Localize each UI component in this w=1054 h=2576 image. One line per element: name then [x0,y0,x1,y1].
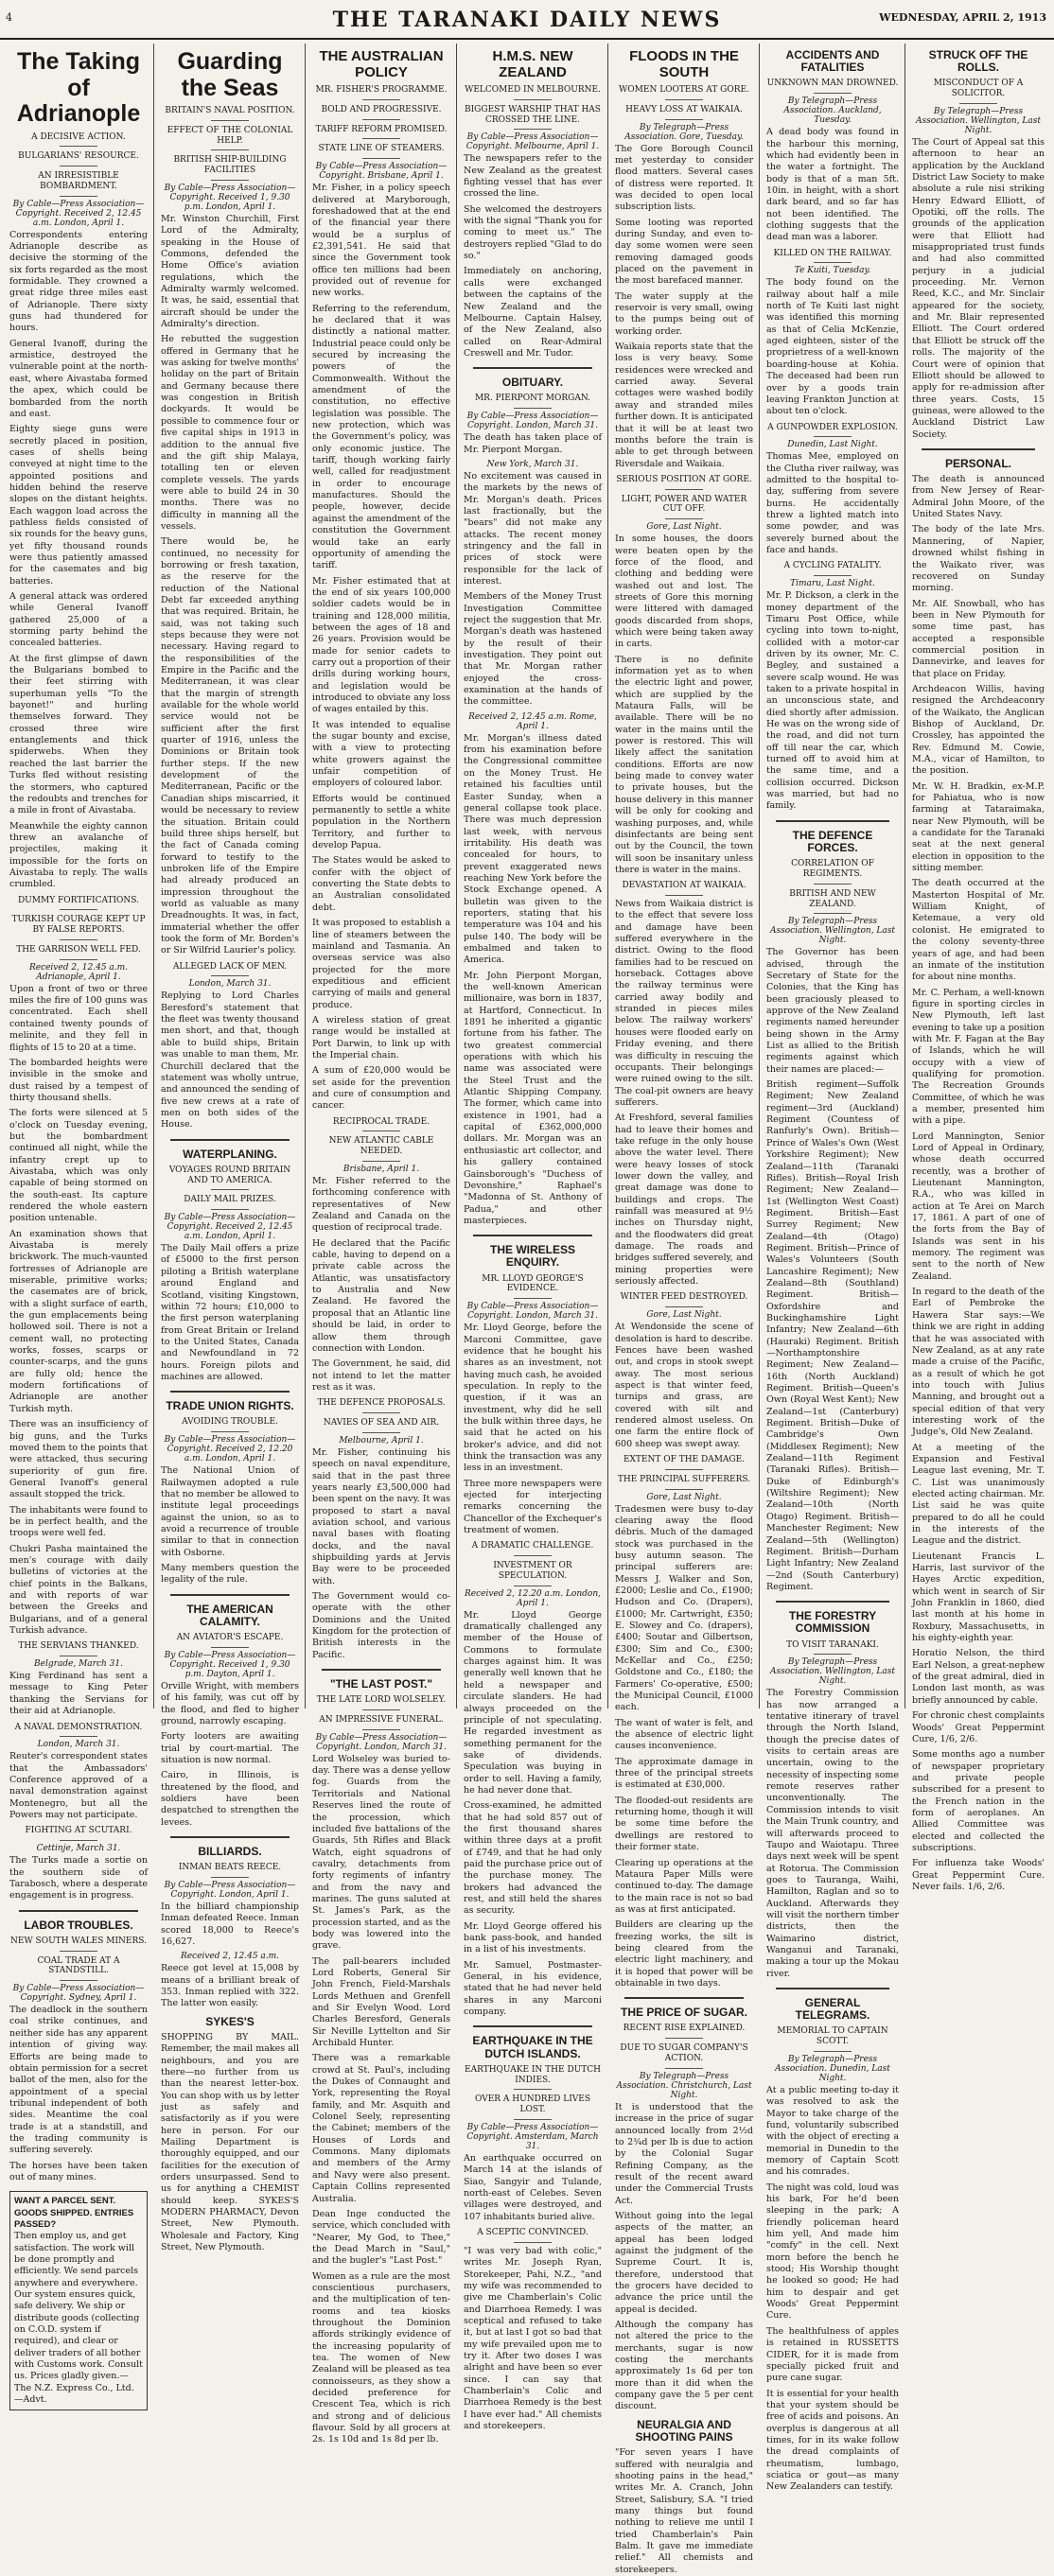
article-divider [170,1139,290,1141]
article-paragraph: The Turks made a sortie on the southern side of Tarabosch, where a desperate engagement is in progress. [9,1855,148,1901]
column-4 [458,44,607,2432]
issue-date: WEDNESDAY, APRIL 2, 1913 [879,11,1046,24]
article-paragraph: Efforts would be continued permanently to settle a white population in the Northern Territory, and further to develop Papua. [312,793,450,851]
article-paragraph: Cairo, in Illinois, is threatened by the flood, and soldiers have been despatched to strengthen the levees. [161,1770,299,1828]
headline: BILLIARDS. [198,1844,262,1858]
headline: GENERAL TELEGRAMS. [795,1995,870,2023]
dateline: Brisbane, April 1. [343,1165,420,1175]
subheading: AN IRRESISTIBLE BOMBARDMENT. [9,171,148,197]
article-paragraph: Reece got level at 15,008 by means of a brilliant break of 353. Inman replied with 322. The latter won easily. [161,1963,299,2009]
column-rule [759,44,760,1709]
article-paragraph: Thomas Mee, employed on the Clutha river railway, was admitted to the hospital to-day, suffering from severe burns. He accidentally threw a lighted match into some powder, and was severely burned about the face and hands. [766,451,899,556]
dateline: By Cable—Press Association—Copyright. Brisbane, April 1. [315,162,448,182]
article-divider [170,1836,290,1838]
subheading: DEVASTATION AT WAIKAIA. [615,881,753,896]
dateline: By Cable—Press Association—Copyright. London, March 31. [315,1732,448,1752]
dateline: By Telegraph—Press Association. Wellington, Last Night. [769,917,896,946]
article-divider [922,448,1035,450]
column-3 [307,44,456,2445]
subheading: BRITISH SHIP-BUILDING FACILITIES [161,155,299,181]
article-paragraph: Upon a front of two or three miles the fire of 100 guns was concentrated. Each shell contained twenty pounds of melinite, and they fell in flights of 15 to 20 at a time. [9,983,148,1053]
article-paragraph: Forty looters are awaiting trial by court-martial. The situation is now normal. [161,1731,299,1765]
article-paragraph: The Forestry Commission has now arranged a tentative itinerary of travel through the North Island, though the precise dates of visits to certain areas are uncertain, owing to the necessity of inspecting some remote reserves rather unconventionally. The Commission intends to visit the Main Trunk country, and will afterwards proceed to Taupo and Waiotapu. Three days next week will be spent at Rotorua. The Commission goes to Tauranga, Waihi, Hamilton, Raglan and so to Auckland. Afterwards they will visit the northern timber districts, then the Waimarino district, Wanganui and Taranaki, making a tour up the Mokau river. [766,1688,899,1979]
subheading: TO VISIT TARANAKI. [766,1640,899,1656]
article-divider [776,820,889,822]
article-paragraph: Lord Mannington, Senior Lord of Appeal in Ordinary, whose death occurred recently, was a brother of Lieutenant Mannington, R.A., who was killed in action at Te Arei on March 17, 1861. A part of one of the forts from the Bay of Islands was sent in his memory. The regiment was sent to the north of New Zealand. [912,1130,1045,1282]
subheading: BIGGEST WARSHIP THAT HAS CROSSED THE LINE. [464,105,602,131]
article-paragraph: Eighty siege guns were secretly placed in position, cases of shells being conveyed at night time to the appointed positions and hidden behind the reserve slopes on the distant heights. Each waggon load across the pathless fields consisted of six rounds for the heavy guns, yet fifty thousand rounds were thus patiently amassed for the casemates and big batteries. [9,424,148,587]
dateline: By Cable—Press Association—Copyright. Received 1, 9.30 p.m. London, April 1. [164,183,296,212]
subheading: TURKISH COURAGE KEPT UP BY FALSE REPORTS. [9,915,148,940]
article-paragraph: The night was cold, loud was his bark, For he'd been sleeping in the park; A friendly policeman heard him yell, And made him "comfy" in the cell. Next morn before the bench he stood; His Worship thought he looked so good; He had him to despair and get Woods' Great Peppermint Cure. [766,2182,899,2322]
subheading: FIGHTING AT SCUTARI. [9,1826,148,1841]
article-paragraph: In some houses, the doors were beaten open by the force of the flood, and clothing and bedding were washed out and lost. The streets of Gore this morning were littered with damaged goods discarded from shops, which were being taken away in carts. [615,534,753,650]
article-paragraph: Cross-examined, he admitted that he had sold 857 out of the first thousand shares within three days at a profit of £749, and that he had only paid the purchase price out of the purchase money. The brokers had advanced the rest, and still held the shares as security. [464,1800,602,1917]
article-divider [170,1594,290,1596]
article-paragraph: The horses have been taken out of many mines. [9,2160,148,2182]
dateline: By Telegraph—Press Association. Gore, Tuesday. [624,122,744,142]
article-paragraph: At Wendonside the scene of desolation is hard to describe. Fences have been washed out, and crops in stook swept away. The most serious aspect is that winter feed, turnips and grass, are covered with silt and rendered almost useless. On one farm the entire flock of 600 sheep was swept away. [615,1322,753,1449]
dateline: Gore, Last Night. [646,1492,722,1502]
dateline: Cettinje, March 31. [36,1844,121,1854]
article-paragraph: The body of the late Mrs. Mannering, of Napier, drowned whilst fishing in the Waikato river, was recovered on Sunday morning. [912,524,1045,594]
article-paragraph: At the first glimpse of dawn the Bulgarians bombed to their feet stirring with superhuman yells "To the bayonet!" and hurling themselves forward. They crossed three wire entanglements and thick spiderwebs. When they reached the last barrier the Turks fled without resisting the stormers, who captured the redoubts and trenches for a mile in front of Aivastaba. [9,653,148,816]
subheading: ALLEGED LACK OF MEN. [161,962,299,977]
headline: OBITUARY. [501,376,564,390]
subheading: TARIFF REFORM PROMISED. [312,125,450,140]
subheading: MEMORIAL TO CAPTAIN SCOTT. [766,2026,899,2052]
dateline: Gore, Last Night. [646,522,722,533]
article-paragraph: She welcomed the destroyers with the signal "Thank you for coming to meet us." The destroyers replied "Glad to do so." [464,203,602,262]
dateline: By Cable—Press Association—Copyright. Melbourne, April 1. [466,132,600,152]
subheading: WOMEN LOOTERS AT GORE. [615,85,753,100]
article-paragraph: Mr. Lloyd George, before the Marconi Committee, gave evidence that he bought his shares as an investment, not having much cash, he avoided speculation. In reply to the question, if it was an investment, why did he sell the bulk within three days, he said that he acted on his broker's advice, and did not think the transaction was any less in an investment. [464,1323,602,1474]
headline: THE AMERICAN CALAMITY. [186,1602,273,1628]
subheading: CORRELATION OF REGIMENTS. [766,859,899,885]
headline: The Taking of Adrianople [16,48,141,127]
subheading: RECENT RISE EXPLAINED. [615,2024,753,2039]
subheading: THE DEFENCE PROPOSALS. [312,1398,450,1413]
dateline: By Telegraph—Press Association. Wellington, Last Night. [769,1657,896,1687]
subheading: MR. LLOYD GEORGE'S EVIDENCE. [464,1274,602,1300]
article-paragraph: The inhabitants were found to be in perfect health, and the troops were well fed. [9,1504,148,1539]
dateline: By Cable—Press Association—Copyright. Received 1, 9.30 p.m. Dayton, April 1. [164,1650,296,1679]
advertisement-text: Then employ us, and get satisfaction. The work will be done promptly and efficiently. We send parcels anywhere and everywhere. Our system ensures quick, safe delivery. We ship or distribute goods (collecting on C.O.D. system if required), and clear or deliver traders of all bother with Customs work. Consult us. Prices gladly given.—The N.Z. Express Co., Ltd.—Advt. [14,2231,143,2406]
article-paragraph: Although the company has not altered the price to the merchants, sugar is now costing the merchants approximately 1s 6d per ton more than it did when the company gave the 5 per cent discount. [615,2320,753,2412]
subheading: A DECISIVE ACTION. [9,132,148,148]
article-paragraph: The Government would co-operate with the other Dominions and the United Kingdom for the protection of British interests in the Pacific. [312,1590,450,1660]
subheading: BRITISH AND NEW ZEALAND. [766,889,899,915]
subheading: DUE TO SUGAR COMPANY'S ACTION. [615,2043,753,2069]
article-divider [473,367,592,369]
dateline: Received 2, 12.20 a.m. London, April 1. [465,1588,601,1608]
article-paragraph: The healthfulness of apples is retained in RUSSETTS CIDER, for it is made from specially picked fruit and pure cane sugar. [766,2325,899,2384]
dateline: By Cable—Press Association—Copyright. London, April 1. [164,1880,296,1900]
column-2 [155,44,305,2253]
article-paragraph: The newspapers refer to the New Zealand as the greatest fighting vessel that has ever crossed the line. [464,153,602,200]
headline: FLOODS IN THE SOUTH [629,48,739,80]
article-paragraph: Three more newspapers were ejected for interjecting remarks concerning the Chancellor of the Exchequer's treatment of women. [464,1478,602,1536]
subheading: VOYAGES ROUND BRITAIN AND TO AMERICA. [161,1165,299,1191]
article-paragraph: It is understood that the increase in the price of sugar announced locally from 2½d to 2¾d per lb is due to action by the Colonial Sugar Refining Company, as the result of the recent award under the Commercial Trusts Act. [615,2101,753,2206]
subheading: STATE LINE OF STEAMERS. [312,144,450,159]
article-paragraph: Many members question the legality of the rule. [161,1563,299,1586]
dateline: By Cable—Press Association—Copyright. London, March 31. [466,412,599,431]
masthead [0,0,1054,40]
headline: ACCIDENTS AND FATALITIES [785,48,880,75]
article-paragraph: It is essential for your health that your system should be free of acids and poisons. An overplus is dangerous at all times, for in its wake follow the dread complaints of rheumatism, lumbago, sciatica or gout—as many New Zealanders can testify. [766,2388,899,2493]
article-paragraph: At a meeting of the Expansion and Festival League last evening, Mr. T. C. List was unanimously elected acting chairman. Mr. List said he was quite prepared to do all he could in the interests of the League and the district. [912,1442,1045,1547]
subheading: AN AVIATOR'S ESCAPE. [161,1633,299,1648]
subheading: THE LATE LORD WOLSELEY. [312,1695,450,1710]
article-divider [473,1235,592,1236]
article-paragraph: Mr. Lloyd George offered his bank pass-book, and handed in a list of his investments. [464,1920,602,1955]
article-divider [473,2025,592,2027]
article-paragraph: Mr. Fisher estimated that at the end of six years 100,000 soldier cadets would be in training and 128,000 militia, between the ages of 18 and 26 years. Provision would be made for senior cadets to carry out a proportion of their drills during working hours, and legislation would be introduced to obviate any loss of wages entailed by this. [312,575,450,715]
article-paragraph: The water supply at the reservoir is very small, owing to the pumps being out of working order. [615,290,753,337]
article-paragraph: He rebutted the suggestion offered in Germany that he was asking for twelve months' holiday on the part of Britain and Germany because there was congestion in British dockyards. It would be possible to commence four or five capital ships in 1913 in addition to the annual five and the gift ship Malaya, totalling ten or eleven complete vessels. The yards were able to build 24 in 30 months. There was no difficulty in manning all the vessels. [161,334,299,532]
article-paragraph: Waikaia reports state that the loss is very heavy. Some residences were wrecked and carried away. Several cottages were washed bodily away and stranded miles further down. It is anticipated that it will be at least two months before the train is able to get through between Riversdale and Waikaia. [615,342,753,469]
article-paragraph: Without going into the legal aspects of the matter, an appeal has been lodged against the judgment of the Supreme Court. It is, therefore, understood that the grocers have decided to advance the price until the appeal is decided. [615,2210,753,2315]
article-paragraph: A wireless station of great range would be installed at Port Darwin, to link up with the Imperial chain. [312,1014,450,1060]
article-paragraph: The flooded-out residents are returning home, though it will be some time before the dwellings are restored to their former state. [615,1795,753,1853]
subheading: EARTHQUAKE IN THE DUTCH INDIES. [464,2065,602,2091]
dateline: By Telegraph—Press Association. Auckland, Tuesday. [783,96,882,126]
article-paragraph: The Daily Mail offers a prize of £5000 to the first person piloting a British waterplane around England and Scotland, visiting Kingstown, within 72 hours; £10,000 to the first person waterplaning from Great Britain or Ireland to the United States, Canada and Newfoundland in 72 hours. Foreign pilots and machines are allowed. [161,1243,299,1382]
subheading: INVESTMENT OR SPECULATION. [464,1561,602,1586]
article-paragraph: Dean Inge conducted the service, which concluded with "Nearer, My God, to Thee," the Dead March in "Saul," and the bugler's "Last Post." [312,2208,450,2267]
column-1 [4,44,153,2406]
subheading: SERIOUS POSITION AT GORE. [615,475,753,490]
subheading: WINTER FEED DESTROYED. [615,1292,753,1307]
article-paragraph: The bombarded heights were invisible in the smoke and dust raised by a tempest of thirty thousand shells. [9,1057,148,1103]
article-paragraph: At Freshford, several families had to leave their homes and take refuge in the only house above the water level. There were heavy losses of stock lower down the valley, and great damage was done to buildings and crops. The rainfall was measured at 9½ inches on Thursday night, and the floodwaters did great damage. The roads and bridges suffered severely, and mining properties were seriously affected. [615,1113,753,1288]
headline: "THE LAST POST." [329,1677,433,1691]
headline: WATERPLANING. [183,1147,277,1161]
article-paragraph: Mr. Winston Churchill, First Lord of the Admiralty, speaking in the House of Commons, defended the Home Office's aviation regulations, which the Admiralty warmly welcomed. It was, he said, essential that aircraft should be under the Admiralty's direction. [161,213,299,330]
article-paragraph: Lieutenant Francis L. Harris, last survivor of the Hayes Arctic expedition, which went in search of Sir John Franklin in 1860, died last month at his home in Roxbury, Massachusetts, in his eighty-eighth year. [912,1551,1045,1644]
article-divider [776,1601,889,1603]
article-paragraph: King Ferdinand has sent a message to King Peter thanking the Servians for their aid at Adrianople. [9,1671,148,1717]
article-paragraph: Some months ago a number of newspaper proprietary and private people subscribed for a present to the French nation in the form of aeroplanes. An Allied Committee was elected and collected the subscriptions. [912,1749,1045,1853]
article-divider [170,1391,290,1393]
article-paragraph: There would be, he continued, no necessity for borrowing or fresh taxation, as the reserve for the reduction of the National Debt far exceeded anything that was required. Britain, he said, was not taking such steps because they were not necessary. Having regard to the responsibilities of the Empire in the Pacific and the Mediterranean, it was clear that the margin of strength available for the whole world service would not be sufficient after the first quarter of 1916, unless the Dominions or Britain took further steps. If the new development of the Mediterranean, Pacific or the Canadian ships miscarried, it would be necessary to review the situation. Britain could build three ships herself, but the fact of Canada coming forward to testify to the unbroken life of the Empire had already produced an impression throughout the world as valuable as many Dreadnoughts. It was, in fact, immaterial whether the offer took the form of Mr. Borden's or Sir Wilfrid Laurier's policy. [161,536,299,956]
dateline: By Cable—Press Association—Copyright. Received 2, 12.45 a.m. London, April 1. [164,1213,296,1242]
article-paragraph: The body found on the railway about half a mile north of Te Kuiti last night was identified this morning as that of Celia McKenzie, aged eighteen, sister of the proprietress of a well-known boarding-house at Kohia. The deceased had been run over by a goods train leaving Frankton Junction at about ten o'clock. [766,277,899,417]
article-divider [624,1997,744,1999]
column-6 [761,44,905,2493]
dateline: Received 2, 12.45 a.m. Rome, April 1. [468,711,597,731]
article-paragraph: The States would be asked to confer with the object of converting the State debts to an Australian consolidated debt. [312,855,450,913]
newspaper-title: THE TARANAKI DAILY NEWS [332,8,722,32]
subheading: RECIPROCAL TRADE. [312,1117,450,1132]
dateline: Belgrade, March 31. [34,1659,123,1670]
article-paragraph: The Gore Borough Council met yesterday to consider flood matters. Several cases of distress were reported. It was decided to open local subscription lists. [615,143,753,213]
subheading: LIGHT, POWER AND WATER CUT OFF. [615,495,753,520]
article-paragraph: Builders are clearing up the freezing works, the silt is being cleared from the electric light machinery, and it is hoped that power will be obtainable in two days. [615,1919,753,1989]
article-paragraph: Mr. Alf. Snowball, who has been in New Plymouth for some time past, has accepted a responsible commercial position in Dannevirke, and leaves for that place on Friday. [912,598,1045,679]
article-paragraph: SHOPPING BY MAIL. Remember, the mail makes all neighbours, and you are there—no further from us than the nearest letter-box. You can shop with us by letter just as safely and satisfactorily as if you were here in person. For our Mailing Department is thoroughly equipped, and our facilities for the execution of orders unsurpassed. Send to us for anything a CHEMIST should keep. SYKES'S MODERN PHARMACY, Devon Street, New Plymouth. Wholesale and Factory, King Street, New Plymouth. [161,2031,299,2253]
article-paragraph: There is no definite information yet as to when the electric light and power, which are supplied by the Mataura Falls, will be available. There will be no water in the mains until the power is restored. This will likely affect the sanitation conditions. Efforts are now being made to convey water to private houses, but the house delivery in this manner will be only for cooking and washing purposes, and, while disinfectants are being sent out by the Council, the town will soon be insanitary unless there is water in the mains. [615,654,753,875]
article-paragraph: British regiment—Suffolk Regiment; New Zealand regiment—3rd (Auckland) Regiment (Countess of Ranfurly's Own). British—Prince of Wales's Own (West Yorkshire Regiment); New Zealand—11th (Taranaki Rifles). British—Royal Irish Regiment; New Zealand—1st (Wellington West Coast) Regiment. British—East Surrey Regiment; New Zealand—4th (Otago) Regiment. British—Prince of Wales's Volunteers (South Lancashire Regiment); New Zealand—8th (Southland) Regiment. British—Oxfordshire and Buckinghamshire Light Infantry; New Zealand—6th (Hauraki) Regiment. British—Northamptonshire Regiment; New Zealand—16th (North Auckland) Regiment. British—Queen's Own (Royal West Kent); New Zealand—1st (Canterbury) Regiment. British—Duke of Cambridge's Own (Middlesex Regiment); New Zealand—11th Regiment (Taranaki Rifles). British—Duke of Edinburgh's (Wiltshire Regiment); New Zealand—10th (North Otago) Regiment. British—Manchester Regiment; New Zealand—5th (Wellington) Regiment. British—Durham Light Infantry; New Zealand—2nd (South Canterbury) Regiment. [766,1079,899,1592]
column-rule [153,44,154,1709]
subheading: COAL TRADE AT A STANDSTILL. [9,1956,148,1982]
subheading: DAILY MAIL PRIZES. [161,1195,299,1210]
article-paragraph: For influenza take Woods' Great Peppermint Cure. Never fails. 1/6, 2/6. [912,1858,1045,1892]
article-paragraph: There was a remarkable crowd at St. Paul's, including the Dukes of Connaught and York, representing the Royal family, and Mr. Asquith and Colonel Seely, representing the Cabinet; members of the Houses of Lords and Commons. Many diplomats and members of the Army and Navy were also present. Captain Collins represented Australia. [312,2053,450,2204]
article-paragraph: Mr. P. Dickson, a clerk in the money department of the Timaru Post Office, while cycling into town to-night, collided with a motor-car driven by its owner, Mr. C. Begley, and sustained a severe scalp wound. He was taken to a private hospital in an unconscious state, and died shortly after admission. He was on the wrong side of the road, and did not turn off till near the car, which turned off to avoid him at the same time, and a collision occurred. Dickson was married, but had no family. [766,590,899,812]
headline: THE AUSTRALIAN POLICY [319,48,444,80]
subheading: DUMMY FORTIFICATIONS. [9,896,148,911]
dateline: By Telegraph—Press Association. Dunedin, Last Night. [775,2054,890,2083]
subheading: HEAVY LOSS AT WAIKAIA. [615,105,753,120]
subheading: OVER A HUNDRED LIVES LOST. [464,2094,602,2120]
subheading: MISCONDUCT OF A SOLICITOR. [912,79,1045,104]
dateline: By Cable—Press Association—Copyright. London, March 31. [466,1302,599,1322]
article-paragraph: It was intended to equalise the sugar bounty and excise, with a view to protecting white growers against the unfair competition of employers of coloured labor. [312,719,450,789]
article-paragraph: Mr. C. Perham, a well-known figure in sporting circles in New Plymouth, left last evening to take up a position with Mr. F. Fagan at the Bay of Islands, which he will occupy with a view of qualifying for promotion. The Recreation Grounds Committee, of which he was a member, presented him with a pipe. [912,987,1045,1127]
dateline: By Cable—Press Association—Copyright. Amsterdam, March 31. [466,2123,599,2152]
column-rule [305,44,306,1709]
article-paragraph: Clearing up operations at the Mataura Paper Mills were continued to-day. The damage to the main race is not so bad as was at first anticipated. [615,1857,753,1915]
subheading: EXTENT OF THE DAMAGE. [615,1455,753,1470]
advertisement [9,2191,148,2410]
column-5 [609,44,759,2575]
article-paragraph: He declared that the Pacific cable, having to depend on a private cable across the Atlantic, was unsatisfactory to Australia and New Zealand. He favored the proposal that an Atlantic line should be laid, in order to allow them through connection with London. [312,1237,450,1354]
subheading: AN IMPRESSIVE FUNERAL. [312,1715,450,1730]
article-paragraph: Mr. John Pierpont Morgan, the well-known American millionaire, was born in 1837, at Hartford, Connecticut. In 1891 he inherited a gigantic fortune from his father. The two greatest commercial operations with which his name was associated were the Steel Trust and the Atlantic Shipping Company. The former, which came into existence in 1901, had a capital of £362,000,000 dollars. Mr. Morgan was an enthusiastic art collector, and his gallery contained Gainsborough's "Duchess of Devonshire," Raphael's "Madonna of St. Anthony of Padua," and other masterpieces. [464,970,602,1226]
dateline: London, March 31. [188,979,272,990]
article-paragraph: News from Waikaia district is to the effect that severe loss and damage have been suffered everywhere in the district. Owing to the flood families had to be rescued on horseback. Cottages above the railway terminus were carried away bodily and stranded in pieces miles below. The railway workers' houses were flooded early on Friday evening, and there was difficulty in rescuing the occupants. Their belongings were ruined owing to the silt. The coal-pit owners are heavy sufferers. [615,899,753,1108]
headline: THE DEFENCE FORCES. [792,828,873,854]
headline: THE PRICE OF SUGAR. [620,2006,747,2020]
article-paragraph: Chukri Pasha maintained the men's courage with daily bulletins of victories at the chief points in the Balkans, and with reports of war between the Greeks and Bulgarians, and of a general Turkish advance. [9,1543,148,1636]
article-paragraph: The deadlock in the southern coal strike continues, and neither side has any apparent intention of giving way. Efforts are being made to obtain permission for a secret ballot of the men, also for the appointment of a special tribunal independent of both sides. Meantime the coal trade is at a standstill, and the trading community is suffering severely. [9,2005,148,2156]
article-paragraph: The death occurred at the Masterton Hospital of Mr. William Knight, of Ketemaue, a very old colonist. He emigrated to the colony seventy-three years of age, and had been an inmate of the institution for about nine months. [912,878,1045,983]
dateline: Melbourne, April 1. [339,1435,424,1446]
headline: SYKES'S [205,2014,255,2028]
subheading: A DRAMATIC CHALLENGE. [464,1541,602,1556]
article-paragraph: An examination shows that Aivastaba is merely brickwork. The much-vaunted fortresses of Adrianople are miserable, primitive works; the casemates are of brick, with a slight surface of earth, the gun emplacements being hollowed soil. There is not a cement wall, no protecting works, fosses, scarps or counter-scarps, and the guns are fully old; hence the modern fortifications of Adrianople are another Turkish myth. [9,1228,148,1414]
article-paragraph: A sum of £20,000 would be set aside for the prevention and cure of consumption and cancer. [312,1065,450,1112]
dateline: By Telegraph—Press Association. Wellington, Last Night. [915,106,1042,135]
column-7 [906,44,1050,1892]
dateline: New York, March 31. [486,459,579,469]
dateline: Received 2, 12.45 a.m. Adrianople, April 1. [28,962,129,982]
dateline: By Cable—Press Association—Copyright. Received 2, 12.45 a.m. London, April 1. [12,199,145,228]
article-paragraph: Mr. Fisher referred to the forthcoming conference with representatives of New Zealand and Canada on the question of reciprocal trade. [312,1176,450,1234]
advertisement-title: WANT A PARCEL SENT. GOODS SHIPPED. ENTRIES PASSED? [14,2196,134,2230]
article-paragraph: Tradesmen were busy to-day clearing away the flood débris. Much of the damaged stock was purchased in the busy autumn season. The principal sufferers are: Messrs J. Walker and Son, £2000; Leslie and Co., £1900; Hudson and Co. (Drapers), £1000; Mr. Cartwright, £350; E. Slowey and Co. (drapers), £400; Soutar and Gilbertson, £300; Sim and Co., £300; McKellar and Co., £250; Goldstone and Co., £180; the Farmers' Co-operative, £500; the Municipal Council, £1000 each. [615,1503,753,1713]
article-paragraph: The death is announced from New Jersey of Rear-Admiral John Moore, of the United States Navy. [912,474,1045,520]
article-paragraph: Replying to Lord Charles Beresford's statement that the fleet was twenty thousand men short, and that, though able to build ships, Britain was unable to man them, Mr. Churchill declared that the statement was wholly untrue, and announced the sending of five new crews at a rate of men on both sides of the House. [161,990,299,1130]
article-paragraph: Reuter's correspondent states that the Ambassadors' Conference approved of a naval demonstration against Montenegro, but all the Powers may not participate. [9,1751,148,1821]
column-rule [607,44,608,1709]
dateline: By Cable—Press Association—Copyright. Received 2, 12.20 a.m. London, April 1. [164,1435,296,1464]
dateline: London, March 31. [37,1740,120,1750]
article-paragraph: An earthquake occurred on March 14 at the islands of Siao, Sangyir and Tulande, north-east of Celebes. Seven villages were destroyed, and 107 inhabitants buried alive. [464,2153,602,2222]
dateline: Timaru, Last Night. [790,579,875,589]
article-paragraph: Lord Wolseley was buried to-day. There was a dense yellow fog. Guards from the Territorials and National Reserves lined the route of the procession, which included five battalions of the Guards, 5th Rifles and Black Watch, eight squadrons of cavalry, detachments from forty regiments of infantry and from the navy and marines. The guns saluted at St. James's Park, as the procession started, and as the body was lowered into the grave. [312,1753,450,1952]
headline: PERSONAL. [944,456,1011,470]
article-paragraph: Mr. Fisher, in a policy speech delivered at Maryborough, foreshadowed that at the end of the financial year there would be a surplus of £2,391,541. He said that since the Government took office ten millions had been provided out of revenue for new works. [312,183,450,299]
article-paragraph: In the billiard championship Inman defeated Reece. Inman scored 18,000 to Reece's 16,627. [161,1901,299,1947]
dateline: By Telegraph—Press Association. Christchurch, Last Night. [616,2071,752,2100]
headline: Guarding the Seas [177,48,283,101]
dateline: Gore, Last Night. [646,1310,722,1321]
article-paragraph: Members of the Money Trust Investigation Committee reject the suggestion that Mr. Morgan's death was hastened by the result of their investigation. They point out that Mr. Morgan rather enjoyed the cross-examination at the hands of the committee. [464,591,602,708]
article-paragraph: Immediately on anchoring, calls were exchanged between the captains of the New Zealand and the Melbourne. Captain Halsey, of the New Zealand, also called on Rear-Admiral Creswell and Mr. Tudor. [464,266,602,359]
subheading: THE GARRISON WELL FED. [9,945,148,960]
article-paragraph: In regard to the death of the Earl of Pembroke the Hawera Star says:—We think we are right in adding that he was associated with New Zealand, as at any rate made a cruise of the Pacific, as a result of which he got into touch with Julius Manning, and brought out a special edition of that very interesting work of the Judge's, Old New Zealand. [912,1287,1045,1438]
article-paragraph: The approximate damage in three of the principal streets is estimated at £30,000. [615,1756,753,1791]
subheading: KILLED ON THE RAILWAY. [766,249,899,264]
headline: THE FORESTRY COMMISSION [788,1609,877,1636]
article-paragraph: The want of water is felt, and the absence of electric light causes inconvenience. [615,1717,753,1752]
article-paragraph: Archdeacon Willis, having resigned the Archdeaconry of the Waikato, the Anglican Bishop of Auckland, Dr. Crossley, has appointed the Rev. Edmund M. Cowie, M.A., vicar of Hamilton, to the position. [912,683,1045,777]
subheading: NEW SOUTH WALES MINERS. [9,1936,148,1952]
headline: LABOR TROUBLES. [24,1918,133,1932]
article-paragraph: The death has taken place of Mr. Pierpont Morgan. [464,432,602,455]
headline: NEURALGIA AND SHOOTING PAINS [635,2417,733,2444]
article-paragraph: General Ivanoff, during the armistice, destroyed the vulnerable point at the north-east, where Aivastaba formed the apex, which could be bombarded from the north and east. [9,338,148,419]
subheading: BOLD AND PROGRESSIVE. [312,105,450,120]
subheading: BULGARIANS' RESOURCE. [9,151,148,166]
article-paragraph: The Government, he said, did not intend to let the matter rest as it was. [312,1358,450,1393]
subheading: NAVIES OF SEA AND AIR. [312,1418,450,1433]
headline: H.M.S. NEW ZEALAND [492,48,573,80]
article-paragraph: Some looting was reported during Sunday, and even to-day some women were seen removing damaged goods placed on the pavement in the most barefaced manner. [615,217,753,287]
subheading: UNKNOWN MAN DROWNED. [766,79,899,94]
article-paragraph: Mr. Lloyd George dramatically challenged any member of the House of Commons to formulate charges against him. It was generally well known that he held a newspaper and circulate slanders. He had always proceeded on the principle of not speculating. He regarded investment as something permanent for the sake of dividends. Speculation was buying in order to sell. Having a family, he had never done that. [464,1609,602,1796]
column-rule [456,44,457,1709]
article-paragraph: Orville Wright, with members of his family, was cut off by the flood, and fled to higher ground, narrowly escaping. [161,1680,299,1726]
headline: EARTHQUAKE IN THE DUTCH ISLANDS. [472,2034,593,2060]
article-paragraph: The Governor has been advised, through the Secretary of State for the Colonies, that the King has been graciously pleased to approve of the New Zealand regiments named hereunder being shown in the Army List as allied to the British regiments against which their names are placed:— [766,947,899,1075]
article-paragraph: "For seven years I have suffered with neuralgia and shooting pains in the head," writes Mr. A. Cranch, John Street, Salisbury, S.A. "I tried many things but found nothing to relieve me until I tried Chamberlain's Pain Balm. It gave me immediate relief." All chemists and storekeepers. [615,2447,753,2575]
article-paragraph: There was an insufficiency of big guns, and the Turks moved them to the points that were attacked, thus securing superiority of gun fire. General Ivanoff's general assault stopped the trick. [9,1419,148,1500]
subheading: AVOIDING TROUBLE. [161,1417,299,1432]
dateline: Te Kuiti, Tuesday. [794,266,871,276]
article-paragraph: Mr. Morgan's illness dated from his examination before the Congressional committee on the Money Trust. He retained his faculties until Easter Sunday, when a general collapse took place. There was much depression last week, with nervous irritability. His death was concealed for hours, to prevent exaggerated news reaching New York before the Stock Exchange opened. A bulletin was given to the reporters, stating that his temperature was 104 and his pulse 140. The body will be embalmed and taken to America. [464,732,602,966]
subheading: A SCEPTIC CONVINCED. [464,2228,602,2243]
subheading: A NAVAL DEMONSTRATION. [9,1723,148,1738]
article-paragraph: No excitement was caused in the markets by the news of Mr. Morgan's death. Prices last fractionally, but the "bears" did not make any attacks. The recent money stringency and the fall in prices of stock were responsible for the lack of interest. [464,470,602,587]
article-divider [776,1988,889,1989]
headline: STRUCK OFF THE ROLLS. [928,48,1028,75]
subheading: THE SERVIANS THANKED. [9,1641,148,1656]
subheading: INMAN BEATS REECE. [161,1863,299,1878]
article-paragraph: Correspondents entering Adrianople describe as decisive the storming of the six forts regarded as the most formidable. They crowned a great ridge three miles east of Adrianople. There sixty guns had thundered for hours. [9,229,148,334]
article-paragraph: A dead body was found in the harbour this morning, which had evidently been in the water a fortnight. The body is that of a man 5ft. 10in. in height, with a short dark beard, and so far has not been identified. The clothing suggests that the dead man was a laborer. [766,127,899,243]
article-paragraph: It was proposed to establish a line of steamers between the mainland and Tasmania. An overseas service was also projected for the more expeditious and efficient carrying of mails and general produce. [312,918,450,1010]
page-number: 4 [6,11,12,24]
article-paragraph: At a public meeting to-day it was resolved to ask the Mayor to take charge of the fund, voluntarily subscribed with the object of erecting a memorial in Dunedin to the memory of Captain Scott and his comrades. [766,2084,899,2178]
subheading: MR. FISHER'S PROGRAMME. [312,85,450,100]
article-paragraph: Mr. W. H. Bradkin, ex-M.P. for Pahiatua, who is now farming at Tataraimaka, near New Plymouth, will be a candidate for the Taranaki seat at the next general election in opposition to the sitting member. [912,780,1045,874]
article-paragraph: Referring to the referendum, he declared that it was distinctly a national matter. Industrial peace could only be secured by increasing the powers of the Commonwealth. Without the amendment of the constitution, no effective legislation was possible. The new protection, which was the Government's policy, was only economic justice. The tariff, though working fairly well, called for readjustment in order to encourage manufactures. Should the people, however, decide against the amendment of the constitution the Government would take an early opportunity of amending the tariff. [312,303,450,571]
subheading: MR. PIERPONT MORGAN. [464,394,602,409]
subheading: THE PRINCIPAL SUFFERERS. [615,1475,753,1490]
article-paragraph: The Court of Appeal sat this afternoon to hear an application by the Auckland District Law Society to make absolute a rule nisi striking Henry Edward Elliott, of Opotiki, off the rolls. The grounds of the application were that Elliott had misappropriated trust funds and had also committed perjury in a judicial proceeding. Mr. Vernon Reed, K.C., and Mr. Sinclair appeared for the society, and Mr. Blair represented Elliott. The Court ordered that Elliott be struck off the rolls. The majority of the Court were of opinion that Elliott should be allowed to apply for re-admission after three years. Costs, 15 guineas, were allowed to the Auckland District Law Society. [912,136,1045,440]
article-paragraph: "I was very bad with colic," writes Mr. Joseph Ryan, Storekeeper, Pahi, N.Z., "and my wife was recommended to give me Chamberlain's Colic and Diarrhoea Remedy. I was sceptical and refused to take it, but at last I got so bad that my wife prevailed upon me to try it. After two doses I was alright and have been so ever since. I can say that Chamberlain's Colic and Diarrhoea Remedy is the best I have ever had." All chemists and storekeepers. [464,2245,602,2432]
article-paragraph: The pall-bearers included Lord Roberts, General Sir John French, Field-Marshals Lords Methuen and Grenfell and Sir Evelyn Wood. Lord Charles Beresford, Generals Sir Neville Lyttelton and Sir Archibald Hunter. [312,1955,450,2049]
subheading: NEW ATLANTIC CABLE NEEDED. [312,1136,450,1162]
article-paragraph: Women as a rule are the most conscientious purchasers, and the multiplication of ten-rooms and tea kiosks throughout the Dominion affords strikingly evidence of the increasing popularity of tea. The women of New Zealand will be pleased as tea connoisseurs, as they show a decided preference for Crescent Tea, which is rich and strong and of delicious flavour. Sold by all grocers at 2s. 1s 10d and 1s 8d per lb. [312,2270,450,2445]
subheading: WELCOMED IN MELBOURNE. [464,85,602,100]
article-divider [19,1910,138,1912]
article-paragraph: A general attack was ordered while General Ivanoff gathered 25,000 of a storming party behind the concealed batteries. [9,591,148,649]
article-paragraph: The National Union of Railwaymen adopted a rule that no member be allowed to institute legal proceedings against the union, so as to avoid a recurrence of trouble similar to that in connection with Osborne. [161,1465,299,1558]
subheading: A GUNPOWDER EXPLOSION. [766,423,899,438]
headline: THE WIRELESS ENQUIRY. [489,1243,575,1270]
dateline: By Cable—Press Association—Copyright. Sydney, April 1. [12,1984,145,2004]
article-paragraph: Mr. Samuel, Postmaster-General, in his evidence, stated that he had never held shares in any Marconi company. [464,1959,602,2018]
dateline: Dunedin, Last Night. [787,440,878,450]
dateline: Received 2, 12.45 a.m. [180,1952,280,1962]
article-divider [322,1669,441,1671]
article-paragraph: Meanwhile the eighty cannon threw an avalanche of projectiles, making it impossible for the forts on Aivastaba to reply. The walls crumbled. [9,820,148,890]
article-paragraph: Mr. Fisher, continuing his speech on naval expenditure, said that in the past three years nearly £3,500,000 had been spent on the navy. It was proposed to start a naval aviation school, and various naval bases with floating docks, and the naval shipbuilding yards at Jervis Bay were to be proceeded with. [312,1446,450,1586]
headline: TRADE UNION RIGHTS. [166,1399,294,1413]
subheading: A CYCLING FATALITY. [766,561,899,576]
article-paragraph: The forts were silenced at 5 o'clock on Tuesday evening, but the bombardment continued all night, while the infantry crept up to Aivastaba, which was only capable of being stormed on the south-east. Its capture rendered the whole eastern position untenable. [9,1108,148,1224]
subheading: BRITAIN'S NAVAL POSITION. [161,106,299,121]
subheading: EFFECT OF THE COLONIAL HELP. [161,126,299,151]
article-paragraph: Horatio Nelson, the third Earl Nelson, a great-nephew of the great admiral, died in London last month, as was briefly announced by cable. [912,1648,1045,1706]
article-paragraph: For chronic chest complaints Woods' Great Peppermint Cure, 1/6, 2/6. [912,1710,1045,1744]
